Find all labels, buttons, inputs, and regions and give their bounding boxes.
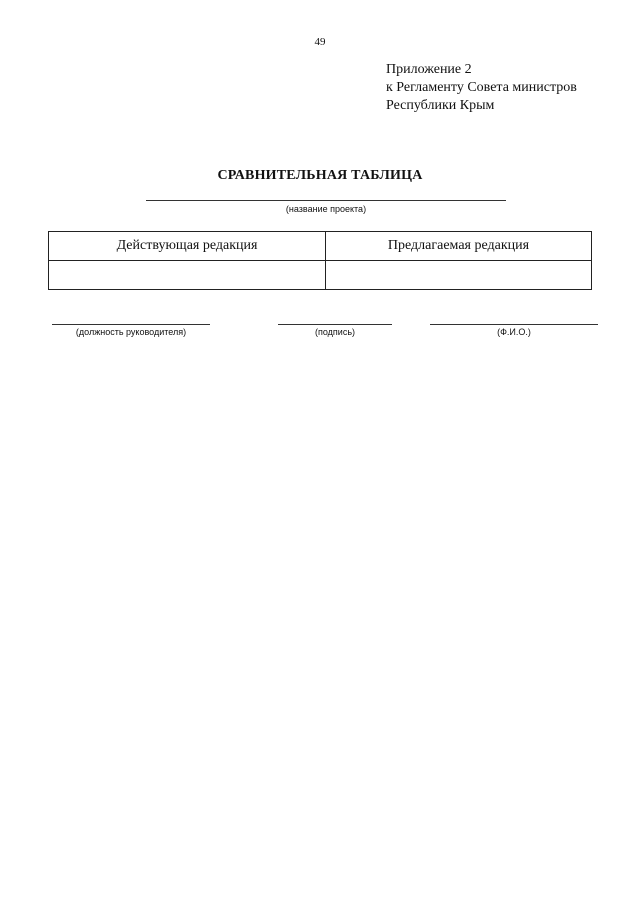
- appendix-line-3: Республики Крым: [386, 98, 495, 113]
- appendix-line-1: Приложение 2: [386, 62, 472, 77]
- comparison-table: [48, 231, 592, 290]
- full-name-line[interactable]: [430, 324, 598, 325]
- position-caption: (должность руководителя): [75, 327, 187, 337]
- table-row: [49, 261, 592, 290]
- cell-proposed-edition[interactable]: [326, 261, 592, 290]
- appendix-note: [386, 61, 577, 115]
- table-header-row: [49, 232, 592, 261]
- appendix-line-2: к Регламенту Совета министров: [386, 80, 577, 95]
- header-proposed-edition: Предлагаемая редакция: [326, 232, 592, 261]
- page-number: 49: [314, 36, 326, 48]
- signature-line[interactable]: [278, 324, 392, 325]
- signature-caption: (подпись): [314, 327, 356, 337]
- position-line[interactable]: [52, 324, 210, 325]
- document-title: СРАВНИТЕЛЬНАЯ ТАБЛИЦА: [217, 168, 423, 183]
- full-name-caption: (Ф.И.О.): [497, 327, 531, 337]
- project-name-caption: (название проекта): [285, 204, 367, 214]
- project-name-line[interactable]: [146, 200, 506, 201]
- cell-current-edition[interactable]: [49, 261, 326, 290]
- header-current-edition: Действующая редакция: [49, 232, 326, 261]
